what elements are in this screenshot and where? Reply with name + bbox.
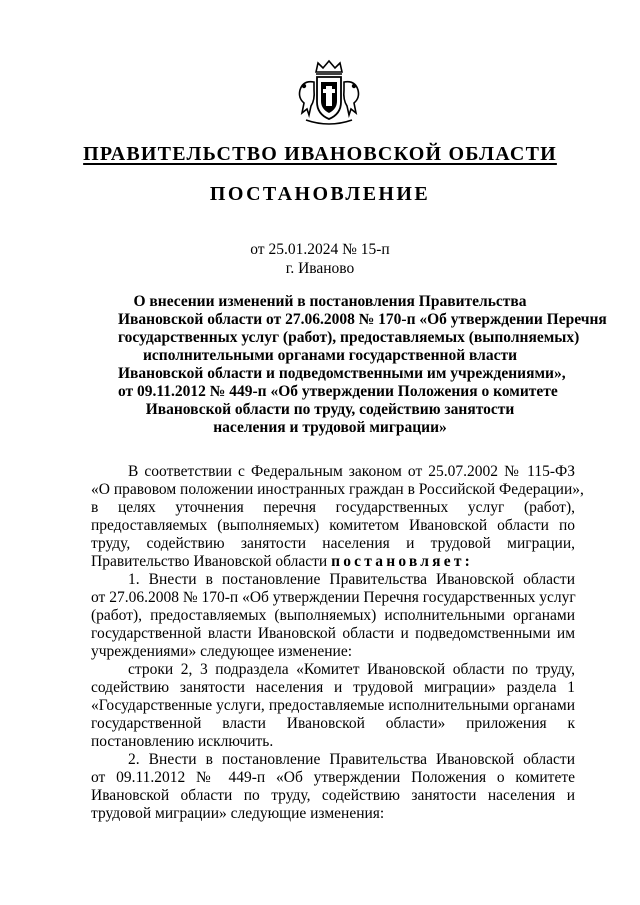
document-type: ПОСТАНОВЛЕНИЕ — [209, 183, 431, 205]
title-line: Ивановской области по труду, содействию занятости — [145, 401, 515, 418]
body-line: предоставляемых (выполняемых) комитетом Ивановской области по — [91, 517, 575, 534]
body-line: 2. Внести в постановление Правительства Ивановской области — [128, 751, 575, 768]
body-line: содействию занятости населения и трудовой миграции» раздела 1 — [91, 679, 575, 696]
body-line: В соответствии с Федеральным законом от 25.07.2002 № 115-ФЗ — [128, 463, 575, 480]
body-line: в целях уточнения перечня государственных услуг (работ), — [91, 499, 575, 516]
body-line: от 09.11.2012 № 449-п «Об утверждении Положения о комитете — [91, 769, 575, 786]
body-line: учреждениями» следующее изменение: — [91, 643, 353, 660]
preamble-government: Правительство Ивановской области — [91, 553, 332, 570]
document-title — [118, 293, 607, 437]
document-date-number: от 25.01.2024 № 15-п — [250, 241, 390, 258]
title-line: государственных услуг (работ), предоставляемых (выполняемых) — [118, 329, 580, 346]
body-line: государственной власти Ивановской области и подведомственными им — [91, 625, 575, 642]
body-line: государственной власти Ивановской области» приложения к — [91, 715, 575, 732]
body-line: «О правовом положении иностранных граждан в Российской Федерации», — [91, 481, 584, 498]
ivanovo-coat-of-arms-icon — [292, 58, 366, 128]
title-line: О внесении изменений в постановления Правительства — [133, 293, 527, 310]
body-line: (работ), предоставляемых (выполняемых) исполнительными органами — [91, 607, 575, 624]
resolves-word: постановляет: — [331, 553, 473, 570]
organization-name: ПРАВИТЕЛЬСТВО ИВАНОВСКОЙ ОБЛАСТИ — [83, 143, 557, 165]
body-line: от 27.06.2008 № 170-п «Об утверждении Перечня государственных услуг — [91, 589, 576, 606]
body-line: труду, содействию занятости населения и трудовой миграции, — [91, 535, 575, 552]
body-line: постановлению исключить. — [91, 733, 274, 750]
body-line: 1. Внести в постановление Правительства Ивановской области — [128, 571, 575, 588]
body-line: строки 2, 3 подраздела «Комитет Ивановской области по труду, — [128, 661, 575, 678]
body-line — [91, 553, 575, 571]
title-line: населения и трудовой миграции» — [213, 419, 447, 436]
body-line: «Государственные услуги, предоставляемые исполнительными органами — [91, 697, 575, 714]
title-line: Ивановской области и подведомственными им учреждениями», — [118, 365, 566, 382]
document-body — [91, 463, 584, 823]
title-line: от 09.11.2012 № 449-п «Об утверждении Положения о комитете — [118, 383, 558, 400]
body-line: трудовой миграции» следующие изменения: — [91, 805, 385, 822]
title-line: Ивановской области от 27.06.2008 № 170-п «Об утверждении Перечня — [118, 311, 607, 328]
body-line: Ивановской области по труду, содействию занятости населения и — [91, 787, 575, 804]
document-city: г. Иваново — [285, 260, 355, 277]
title-line: исполнительными органами государственной власти — [142, 347, 518, 364]
